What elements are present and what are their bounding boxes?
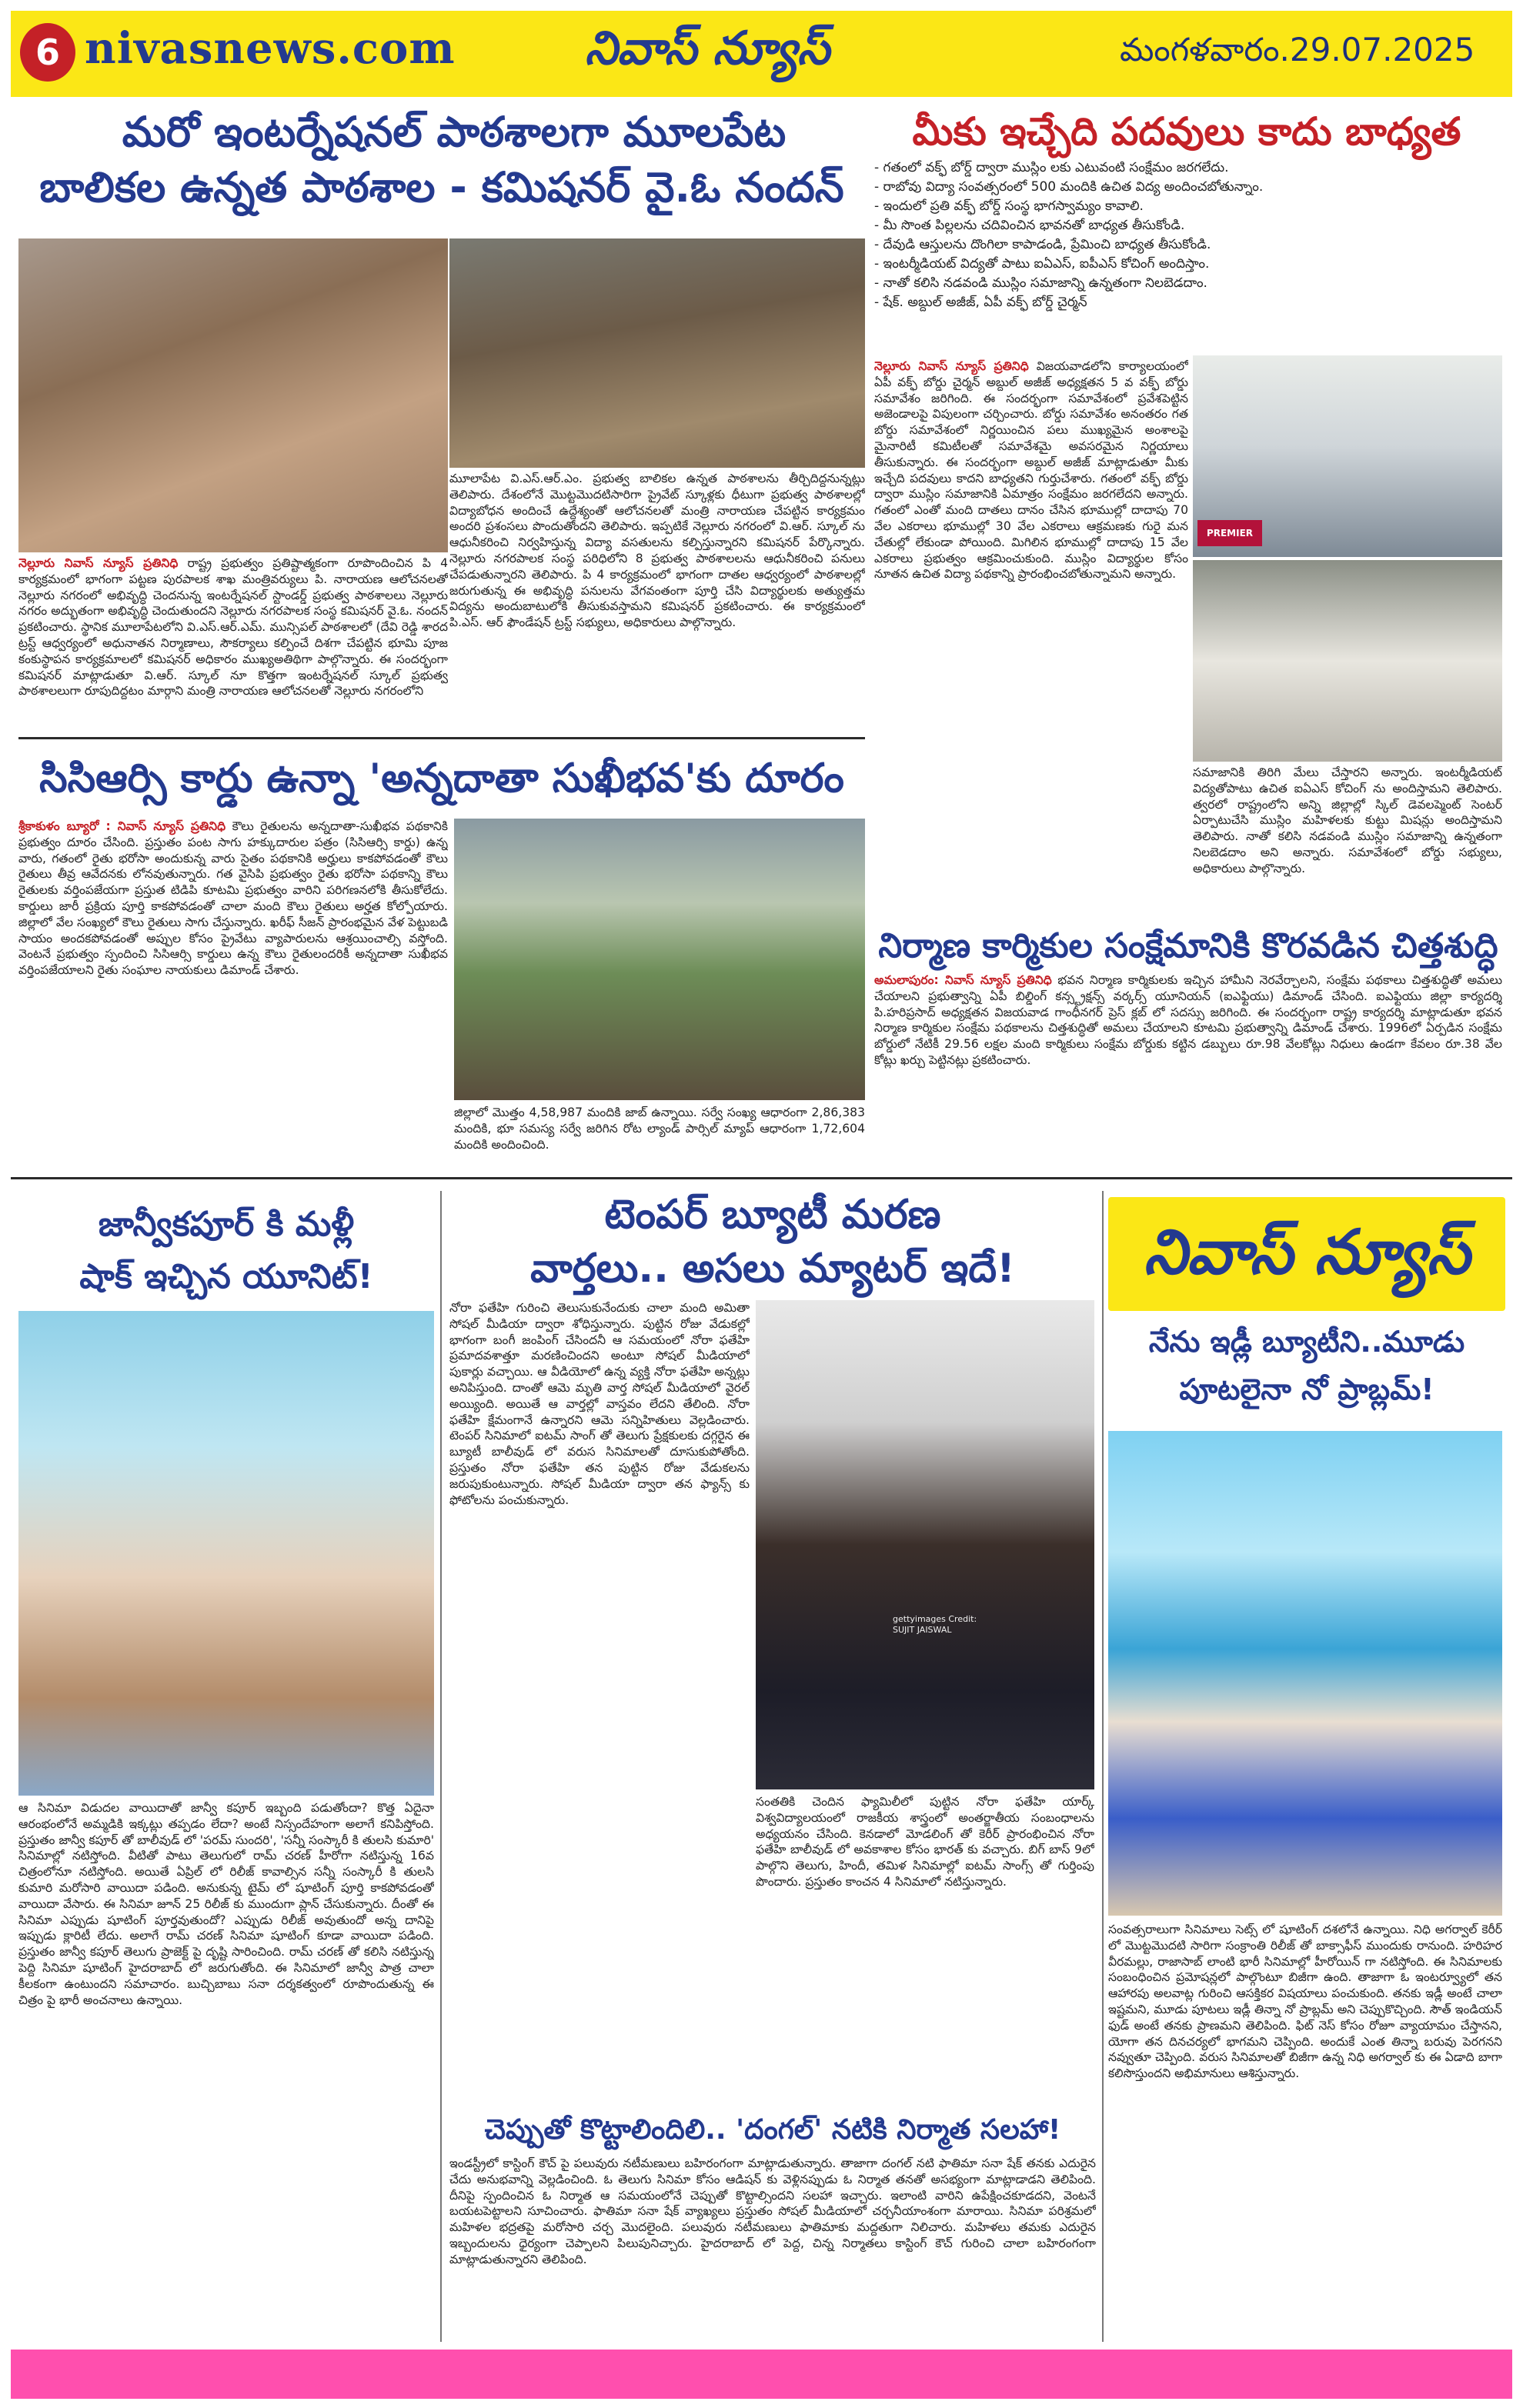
story3-body-right: జిల్లాలో మొత్తం 4,58,987 మందికి జాబ్ ఉన్నాయి. సర్వే సంఖ్య ఆధారంగా 2,86,383 మందికి, భూ సమస్య సర్వే జరిగిన రోట ల్యాండ్ పార్సిల్ మ్యాప్ ఆధారంగా 1,72,604 మందికి అందించింది. (454, 1106, 865, 1152)
masthead-title: నివాస్ న్యూస్ (585, 22, 830, 75)
story3-headline: సిసిఆర్సి కార్డు ఉన్నా 'అన్నదాతా సుఖీభవ'కు దూరం (39, 755, 844, 802)
site-url[interactable]: nivasnews.com (85, 23, 456, 74)
story6-body-left: నోరా ఫతేహి గురించి తెలుసుకునేందుకు చాలా మంది అమితా సోషల్ మీడియా ద్వారా శోధిస్తున్నారు. పుట్టిన రోజు వేడుకల్లో భాగంగా బంగీ జంపింగ్ చేసిందనీ ఆ సమయంలో నోరా ఫతేహి ప్రమాదవశాత్తూ మరణించిందని అంటూ సోషల్ మీడియాలో పుకార్లు వచ్చాయి. ఆ వీడియోలో ఉన్న వ్యక్తి నోరా ఫతేహి అన్నట్లు అనిపిస్తుంది. దాంతో ఆమె మృతి వార్త సోషల్ మీడియాలో వైరల్ అయ్యింది. అయితే ఆ వార్తల్లో వాస్తవం లేదని తేలింది. నోరా ఫతేహి క్షేమంగానే ఉన్నారని ఆమె సన్నిహితులు వెల్లడించారు. టెంపర్ సినిమాలో ఐటమ్ సాంగ్ తో తెలుగు ప్రేక్షకులకు దగ్గరైన ఈ బ్యూటీ బాలీవుడ్ లో వరుస సినిమాలతో దూసుకుపోతోంది. ప్రస్తుతం నోరా ఫతేహి తన పుట్టిన రోజు వేడుకలను జరుపుకుంటున్నారు. సోషల్ మీడియా ద్వారా తన ఫ్యాన్స్ కు ఫోటోలను పంచుకున్నారు. (449, 1301, 750, 1507)
page-number-badge: 6 (20, 23, 75, 82)
story2-bullet: - నాతో కలిసి నడవండి ముస్లిం సమాజాన్ని ఉన్నతంగా నిలబెడదాం. (874, 274, 1505, 293)
story1-body-right: మూలాపేట వి.ఎస్.ఆర్.ఎం. ప్రభుత్వ బాలికల ఉన్నత పాఠశాలను తీర్చిదిద్దనున్నట్లు తెలిపారు. దేశంలోనే మొట్టమొదటిసారిగా ప్రైవేట్ స్కూళ్లకు ధీటుగా ప్రభుత్వ పాఠశాలల్లో విద్యాబోధన అందించే ఉద్దేశ్యంతో ఆలోచనలతో మంత్రి నారాయణ చేపట్టిన కార్యక్రమం అందరి ప్రశంసలు పొందుతోందని తెలిపారు. ఇప్పటికే నెల్లూరు నగరంలో వి.ఆర్. స్కూల్ ను ఆధునీకరించి నిర్వహిస్తున్న విద్యా వసతులను కల్పిస్తున్నారని కమిషనర్ పేర్కొన్నారు. నెల్లూరు నగరపాలక సంస్థ పరిధిలోని 8 ప్రభుత్వ పాఠశాలలను ఆధునీకరించి పనులు చేపడుతున్నారని తెలిపారు. పి 4 కార్యక్రమంలో భాగంగా దాతల ఆధ్వర్యంలో పాఠశాలల్లో జరుగుతున్న ఈ అభివృద్ధి పనులను వేగవంతంగా పూర్తి చేసి విద్యార్థులకు అత్యుత్తమ విద్యను అందుబాటులోకి తీసుకువస్తామని కమిషనర్ ప్రకటించారు. ఈ కార్యక్రమంలో పి.ఎస్. ఆర్ ఫౌండేషన్ ట్రస్ట్ సభ్యులు, అధికారులు పాల్గొన్నారు. (449, 472, 865, 630)
story4-body-text: భవన నిర్మాణ కార్మికులకు ఇచ్చిన హామీని నెరవేర్చాలని, సంక్షేమ పథకాలు చిత్తశుద్ధితో అమలు చేయాలని ప్రభుత్వాన్ని ఏపీ బిల్డింగ్ కన్స్ట్రక్షన్స్ వర్కర్స్ యూనియన్ (ఐఎఫ్టియు) డిమాండ్ చేసింది. ఐఎఫ్టియు జిల్లా కార్యదర్శి పి.హరిప్రసాద్ అధ్యక్షతన విజయవాడ గాంధీనగర్ ప్రెస్ క్లబ్ లో సదస్సు జరిగింది. ఈ సందర్భంగా రాష్ట్ర కార్యదర్శి మాట్లాడుతూ భవన నిర్మాణ కార్మికుల సంక్షేమ పథకాలను చిత్తశుద్ధితో అమలు చేయాలని కూటమి ప్రభుత్వాన్ని డిమాండ్ చేశారు. 1996లో ఏర్పడిన సంక్షేమ బోర్డులో నేటికీ 29.56 లక్షల మంది కార్మికులు సంక్షేమ బోర్డుకు కట్టిన డబ్బులు రూ.98 వేలకోట్లు నిధులు ఉండగా కేవలం రూ.38 వేల కోట్లు ఖర్చు పెట్టినట్లు ప్రకటించారు. (874, 973, 1502, 1067)
story8-headline-line1: నేను ఇడ్లీ బ్యూటీని..మూడు (1148, 1325, 1465, 1359)
story-divider (18, 737, 865, 739)
story4-headline: నిర్మాణ కార్మికుల సంక్షేమానికి కొరవడిన చిత్తశుద్ధి (878, 926, 1498, 966)
story2-dateline: నెల్లూరు నివాస్ న్యూస్ ప్రతినిధి (874, 359, 1029, 373)
story2-photo-memorandum (1193, 560, 1502, 762)
story1-body-left (18, 555, 448, 732)
story2-bullet: - ఇందులో ప్రతి వక్ఫ్ బోర్డ్ సంస్థ భాగస్వామ్యం కావాలి. (874, 197, 1505, 216)
story8-body: సంవత్సరాలుగా సినిమాలు సెట్స్ లో షూటింగ్ దశలోనే ఉన్నాయి. నిధి అగర్వాల్ కెరీర్ లో మొట్టమొదటి సారిగా సంక్రాంతి రిలీజ్ తో బాక్సాఫీస్ ముందుకు రానుంది. హరిహర వీరమల్లు, రాజాసాబ్ లాంటి భారీ సినిమాల్లో హీరోయిన్ గా నటిస్తోంది. ఈ సినిమాలకు సంబంధించిన ప్రమోషన్లలో పాల్గొంటూ బిజీగా ఉంది. తాజాగా ఓ ఇంటర్వ్యూలో తన ఆహారపు అలవాట్ల గురించి ఆసక్తికర విషయాలు పంచుకుంది. తనకు ఇడ్లీ అంటే చాలా ఇష్టమని, మూడు పూటలు ఇడ్లీ తిన్నా నో ప్రాబ్లమ్ అని చెప్పుకొచ్చింది. సౌత్ ఇండియన్ ఫుడ్ అంటే తనకు ప్రాణమని తెలిపింది. ఫిట్ నెస్ కోసం రోజూ వ్యాయామం చేస్తానని, యోగా తన దినచర్యలో భాగమని చెప్పింది. అందుకే ఎంత తిన్నా బరువు పెరగనని నవ్వుతూ చెప్పింది. వరుస సినిమాలతో బిజీగా ఉన్న నిధి అగర్వాల్ కు ఈ ఏడాది బాగా కలిసొస్తుందని అభిమానులు ఆశిస్తున్నారు. (1108, 1923, 1502, 2081)
story2-headline: మీకు ఇచ్చేది పదవులు కాదు బాధ్యత (912, 109, 1461, 154)
story2-bullet: - గతంలో వక్ఫ్ బోర్డ్ ద్వారా ముస్లిం లకు ఎటువంటి సంక్షేమం జరగలేదు. (874, 158, 1505, 178)
story8-photo-nidhi-agerwal (1108, 1431, 1502, 1916)
story5-body: ఆ సినిమా విడుదల వాయిదాతో జాన్వీ కపూర్ ఇబ్బంది పడుతోందా? కొత్త ఏదైనా ఆరంభంలోనే అమ్మడికి ఇక్కట్లు తప్పడం లేదా? అంటే నిస్సందేహంగా అలాగే కనిపిస్తోంది. ప్రస్తుతం జాన్వీ కపూర్ తో బాలీవుడ్ లో 'పరమ్ సుందరి', 'సన్నీ సంస్కారీ కి తులసి కుమారి' సినిమాల్లో నటిస్తోంది. వీటితో పాటు తెలుగులో రామ్ చరణ్ హీరోగా నటిస్తున్న 16వ చిత్రంలోనూ నటిస్తోంది. అయితే ఏప్రిల్ లో రిలీజ్ కావాల్సిన సన్నీ సంస్కారీ కి తులసి కుమారి మరోసారి వాయిదా పడింది. అనుకున్న టైమ్ లో షూటింగ్ పూర్తి కాకపోవడంతో వాయిదా వేసారు. ఈ సినిమా జూన్ 25 రిలీజ్ కు ముందుగా ప్లాన్ చేసుకున్నారు. దీంతో ఈ సినిమా ఎప్పుడు షూటింగ్ పూర్తవుతుందో? ఎప్పుడు రిలీజ్ అవుతుందో అన్న దానిపై ఇప్పుడు క్లారిటీ లేదు. అలాగే రామ్ చరణ్ సినిమా షూటింగ్ కూడా వాయిదా పడింది. ప్రస్తుతం జాన్వీ కపూర్ తెలుగు ప్రాజెక్ట్ పై దృష్టి సారించింది. రామ్ చరణ్ తో కలిసి నటిస్తున్న పెద్ది సినిమా షూటింగ్ హైదరాబాద్ లో జరుగుతోంది. ఈ సినిమాలో జాన్వీ పాత్ర చాలా కీలకంగా ఉంటుందని సమాచారం. బుచ్చిబాబు సనా దర్శకత్వంలో రూపొందుతున్న ఈ చిత్రం పై భారీ అంచనాలు ఉన్నాయి. (18, 1801, 434, 2007)
story2-bullet: - ఇంటర్మీడియట్ విద్యతో పాటు ఐఏఎస్, ఐపీఎస్ కోచింగ్ అందిస్తాం. (874, 255, 1505, 274)
issue-date: మంగళవారం.29.07.2025 (1120, 31, 1475, 68)
story1-dateline: నెల్లూరు నివాస్ న్యూస్ ప్రతినిధి (18, 556, 179, 570)
story3-body-left (18, 819, 448, 1172)
story2-bullet: - మీ సొంత పిల్లలను చదివించిన భావనతో బాధ్యత తీసుకోండి. (874, 216, 1505, 235)
story2-body-continued: సమాజానికి తిరిగి మేలు చేస్తారని అన్నారు. ఇంటర్మీడియట్ విద్యతోపాటు ఉచిత ఐఏఎస్ కోచింగ్ ను అందిస్తామని తెలిపారు. త్వరలో రాష్ట్రంలోని అన్ని జిల్లాల్లో స్కిల్ డెవలప్మెంట్ సెంటర్ ఏర్పాటుచేసి ముస్లిం మహిళలకు కుట్టు మిషన్లు అందిస్తామని తెలిపారు. నాతో కలిసి నడవండి ముస్లిం సమాజాన్ని ఉన్నతంగా నిలబెడదాం అని అన్నారు. సమావేశంలో బోర్డు సభ్యులు, అధికారులు పాల్గొన్నారు. (1193, 765, 1502, 875)
section-divider (11, 1177, 1512, 1179)
story2-bullet: - షేక్. అబ్దుల్ అజీజ్, ఏపీ వక్ఫ్ బోర్డ్ చైర్మన్ (874, 293, 1505, 312)
story7-body: ఇండస్ట్రీలో కాస్టింగ్ కౌచ్ పై పలువురు నటీమణులు బహిరంగంగా మాట్లాడుతున్నారు. తాజాగా దంగల్ నటి ఫాతిమా సనా షేక్ తనకు ఎదురైన చేదు అనుభవాన్ని వెల్లడించింది. ఓ తెలుగు సినిమా కోసం ఆడిషన్ కు వెళ్లినప్పుడు ఓ నిర్మాత తనతో అసభ్యంగా మాట్లాడాడని తెలిపింది. దీనిపై స్పందించిన ఓ నిర్మాత ఆ సమయంలోనే చెప్పుతో కొట్టాల్సిందని సలహా ఇచ్చారు. ఇలాంటి వారిని ఉపేక్షించకూడదని, వెంటనే బయటపెట్టాలని సూచించారు. ఫాతిమా సనా షేక్ వ్యాఖ్యలు ప్రస్తుతం సోషల్ మీడియాలో చర్చనీయాంశంగా మారాయి. సినిమా పరిశ్రమలో మహిళల భద్రతపై మరోసారి చర్చ మొదలైంది. పలువురు నటీమణులు ఫాతిమాకు మద్దతుగా నిలిచారు. మహిళలు తమకు ఎదురైన ఇబ్బందులను ధైర్యంగా చెప్పాలని పిలుపునిచ్చారు. హైదరాబాద్ లో పెద్ద, చిన్న నిర్మాతలు కాస్టింగ్ కౌచ్ గురించి చాలా బహిరంగంగా మాట్లాడుతున్నారని తెలిపింది. (449, 2156, 1096, 2266)
story6-photo-nora-fatehi (756, 1300, 1094, 1789)
story5-photo-janhvi-kapoor (18, 1311, 434, 1796)
story6-photo-credit: gettyimages Credit: SUJIT JAISWAL (893, 1614, 977, 1635)
story3-dateline: శ్రీకాకుళం బ్యూరో : నివాస్ న్యూస్ ప్రతినిధి (18, 819, 226, 833)
story6-headline-line1: టెంపర్ బ్యూటీ మరణ (604, 1192, 941, 1238)
footer-band (11, 2350, 1512, 2399)
story2-bullet: - రాబోవు విద్యా సంవత్సరంలో 500 మందికి ఉచిత విద్య అందించబోతున్నాం. (874, 178, 1505, 197)
story5-headline-line2: షాక్ ఇచ్చిన యూనిట్! (79, 1257, 373, 1296)
column-divider (440, 1191, 442, 2342)
story3-photo-field (454, 819, 865, 1100)
story6-headline-line2: వార్తలు.. అసలు మ్యాటర్ ఇదే! (530, 1246, 1015, 1292)
story1-headline-line1: మరో ఇంటర్నేషనల్ పాఠశాలగా మూలపేట (122, 108, 787, 156)
story4-body (874, 972, 1502, 1172)
story4-dateline: అమలాపురం: నివాస్ న్యూస్ ప్రతినిధి (874, 973, 1052, 987)
column-divider (1102, 1191, 1104, 2342)
story2-bullet-list (874, 158, 1505, 312)
story8-masthead: నివాస్ న్యూస్ (1144, 1216, 1470, 1288)
story3-body-left-text: కౌలు రైతులను అన్నదాతా-సుఖీభవ పథకానికి ప్రభుత్వం దూరం చేసింది. ప్రస్తుతం పంట సాగు హక్కుదారుల పత్రం (సిసిఆర్సి కార్డు) ఉన్న వారు, గతంలో రైతు భరోసా అందుకున్న వారు సైతం పథకానికి అర్హులు కాకపోవడంతో కౌలు రైతులు తీవ్ర ఆవేదనకు లోనవుతున్నారు. గత వైసిపి ప్రభుత్వం రైతు భరోసా పథకాన్ని కౌలు రైతులకు వర్తింపజేయగా ప్రస్తుత టిడిపి కూటమి ప్రభుత్వం వారిని పరిగణనలోకి తీసుకోలేదు. కార్డులు జారీ ప్రక్రియ పూర్తి కాకపోవడంతో చాలా మంది కౌలు రైతులు అర్హత కోల్పోయారు. జిల్లాలో వేల సంఖ్యలో కౌలు రైతులు సాగు చేస్తున్నారు. ఖరీఫ్ సీజన్ ప్రారంభమైన వేళ పెట్టుబడి సాయం అందకపోవడంతో అప్పుల కోసం ప్రైవేటు వ్యాపారులను ఆశ్రయించాల్సి వస్తోంది. వెంటనే ప్రభుత్వం స్పందించి సిసిఆర్సి కార్డులు ఉన్న కౌలు రైతులందరికీ అన్నదాతా సుఖీభవ వర్తింపజేయాలని రైతు సంఘాల నాయకులు డిమాండ్ చేశారు. (18, 819, 448, 978)
story2-photo-badge: PREMIER (1197, 520, 1262, 546)
story8-headline-line2: పూటలైనా నో ప్రాబ్లమ్! (1179, 1372, 1434, 1406)
story7-headline: చెప్పుతో కొట్టాలిందిలి.. 'దంగల్' నటికి నిర్మాత సలహా! (484, 2114, 1061, 2146)
story5-headline-line1: జాన్వీకపూర్ కి మళ్లీ (98, 1205, 355, 1244)
story2-body-text: విజయవాడలోని కార్యాలయంలో ఏపీ వక్ఫ్ బోర్డు చైర్మన్ అబ్దుల్ అజీజ్ అధ్యక్షతన 5 వ వక్ఫ్ బోర్డు సమావేశం జరిగింది. ఈ సందర్భంగా సమావేశంలో ప్రవేశపెట్టిన అజెండాలపై విపులంగా చర్చించారు. బోర్డు సమావేశం అనంతరం గత బోర్డు సమావేశంలో నిర్ణయించిన పలు ముఖ్యమైన అంశాలపై మైనారిటీ కమిటీలతో సమావేశమై అవసరమైన నిర్ణయాలు తీసుకున్నారు. ఈ సందర్భంగా అబ్దుల్ అజీజ్ మాట్లాడుతూ మీకు ఇచ్చేది పదవులు కాదని బాధ్యతని గుర్తుచేశారు. గతంలో వక్ఫ్ బోర్డు ద్వారా ముస్లిం సమాజానికి ఏమాత్రం సంక్షేమం జరగలేదని అన్నారు. గతంలో ఎంతో మంది దాతలు దానం చేసిన భూముల్లో దాదాపు 70 వేల ఎకరాలు భూముల్లో 30 వేల ఎకరాలు ఆక్రమణకు గురై మన చేతుల్లో లేకుండా పోయింది. మిగిలిన భూముల్లో దాదాపు 15 వేల ఎకరాలు ప్రభుత్వం ఆక్రమించుకుంది. ముస్లిం విద్యార్థుల కోసం నూతన ఉచిత విద్యా పథకాన్ని ప్రారంభించబోతున్నామని అన్నారు. (874, 359, 1188, 582)
story2-bullet: - దేవుడి ఆస్తులను దొంగిలా కాపాడండి, ప్రేమించి బాధ్యత తీసుకోండి. (874, 235, 1505, 255)
story1-body-left-text: రాష్ట్ర ప్రభుత్వం ప్రతిష్టాత్మకంగా రూపొందించిన పి 4 కార్యక్రమంలో భాగంగా పట్టణ పురపాలక శాఖ మంత్రివర్యులు పి. నారాయణ ఆలోచనలతో నెల్లూరు నగరంలో అభివృద్ధి చెందనున్న ఇంటర్నేషనల్ స్టాండర్డ్ ప్రభుత్వ పాఠశాలలు నెల్లూరు నగరం అద్భుతంగా అభివృద్ధి చెందుతుందని నెల్లూరు నగరపాలక సంస్థ కమిషనర్ వై.ఓ. నందన్ ప్రకటించారు. స్థానిక మూలాపేటలోని వి.ఎస్.ఆర్.ఎమ్. మున్సిపల్ పాఠశాలలో (దేవి రెడ్డి శారద ట్రస్ట్ ఆధ్వర్యంలో అధునాతన నిర్మాణాలు, సౌకర్యాలు కల్పించే దిశగా చేపట్టిన భూమి పూజ కంకుస్థాపన కార్యక్రమాలలో కమిషనర్ అధికారం ముఖ్యఅతిథిగా పాల్గొన్నారు. ఈ సందర్భంగా కమిషనర్ మాట్లాడుతూ వి.ఆర్. స్కూల్ నూ కొత్తగా ఇంటర్నేషనల్ స్కూల్ ప్రభుత్వ పాఠశాలలుగా రూపుదిద్దటం మార్గాని మంత్రి నారాయణ ఆలోచనలతో నెల్లూరు నగరంలోని (18, 556, 448, 699)
story2-body (874, 359, 1188, 820)
story1-photo-ceremony (449, 238, 865, 468)
story1-photo-groundbreaking (18, 238, 448, 552)
story6-body-right: సంతతికి చెందిన ఫ్యామిలీలో పుట్టిన నోరా ఫతేహి యార్క్ విశ్వవిద్యాలయంలో రాజకీయ శాస్త్రంలో అంతర్జాతీయ సంబంధాలను అధ్యయనం చేసింది. కెనడాలో మోడలింగ్ తో కెరీర్ ప్రారంభించిన నోరా ఫతేహి బాలీవుడ్ లో అవకాశాల కోసం భారత్ కు వచ్చారు. బిగ్ బాస్ 9లో పాల్గొని తెలుగు, హిందీ, తమిళ సినిమాల్లో ఐటమ్ సాంగ్స్ తో గుర్తింపు పొందారు. ప్రస్తుతం కాంచన 4 సినిమాలో నటిస్తున్నారు. (756, 1795, 1094, 1889)
story1-headline-line2: బాలికల ఉన్నత పాఠశాల - కమిషనర్ వై.ఓ నందన్ (39, 163, 844, 212)
